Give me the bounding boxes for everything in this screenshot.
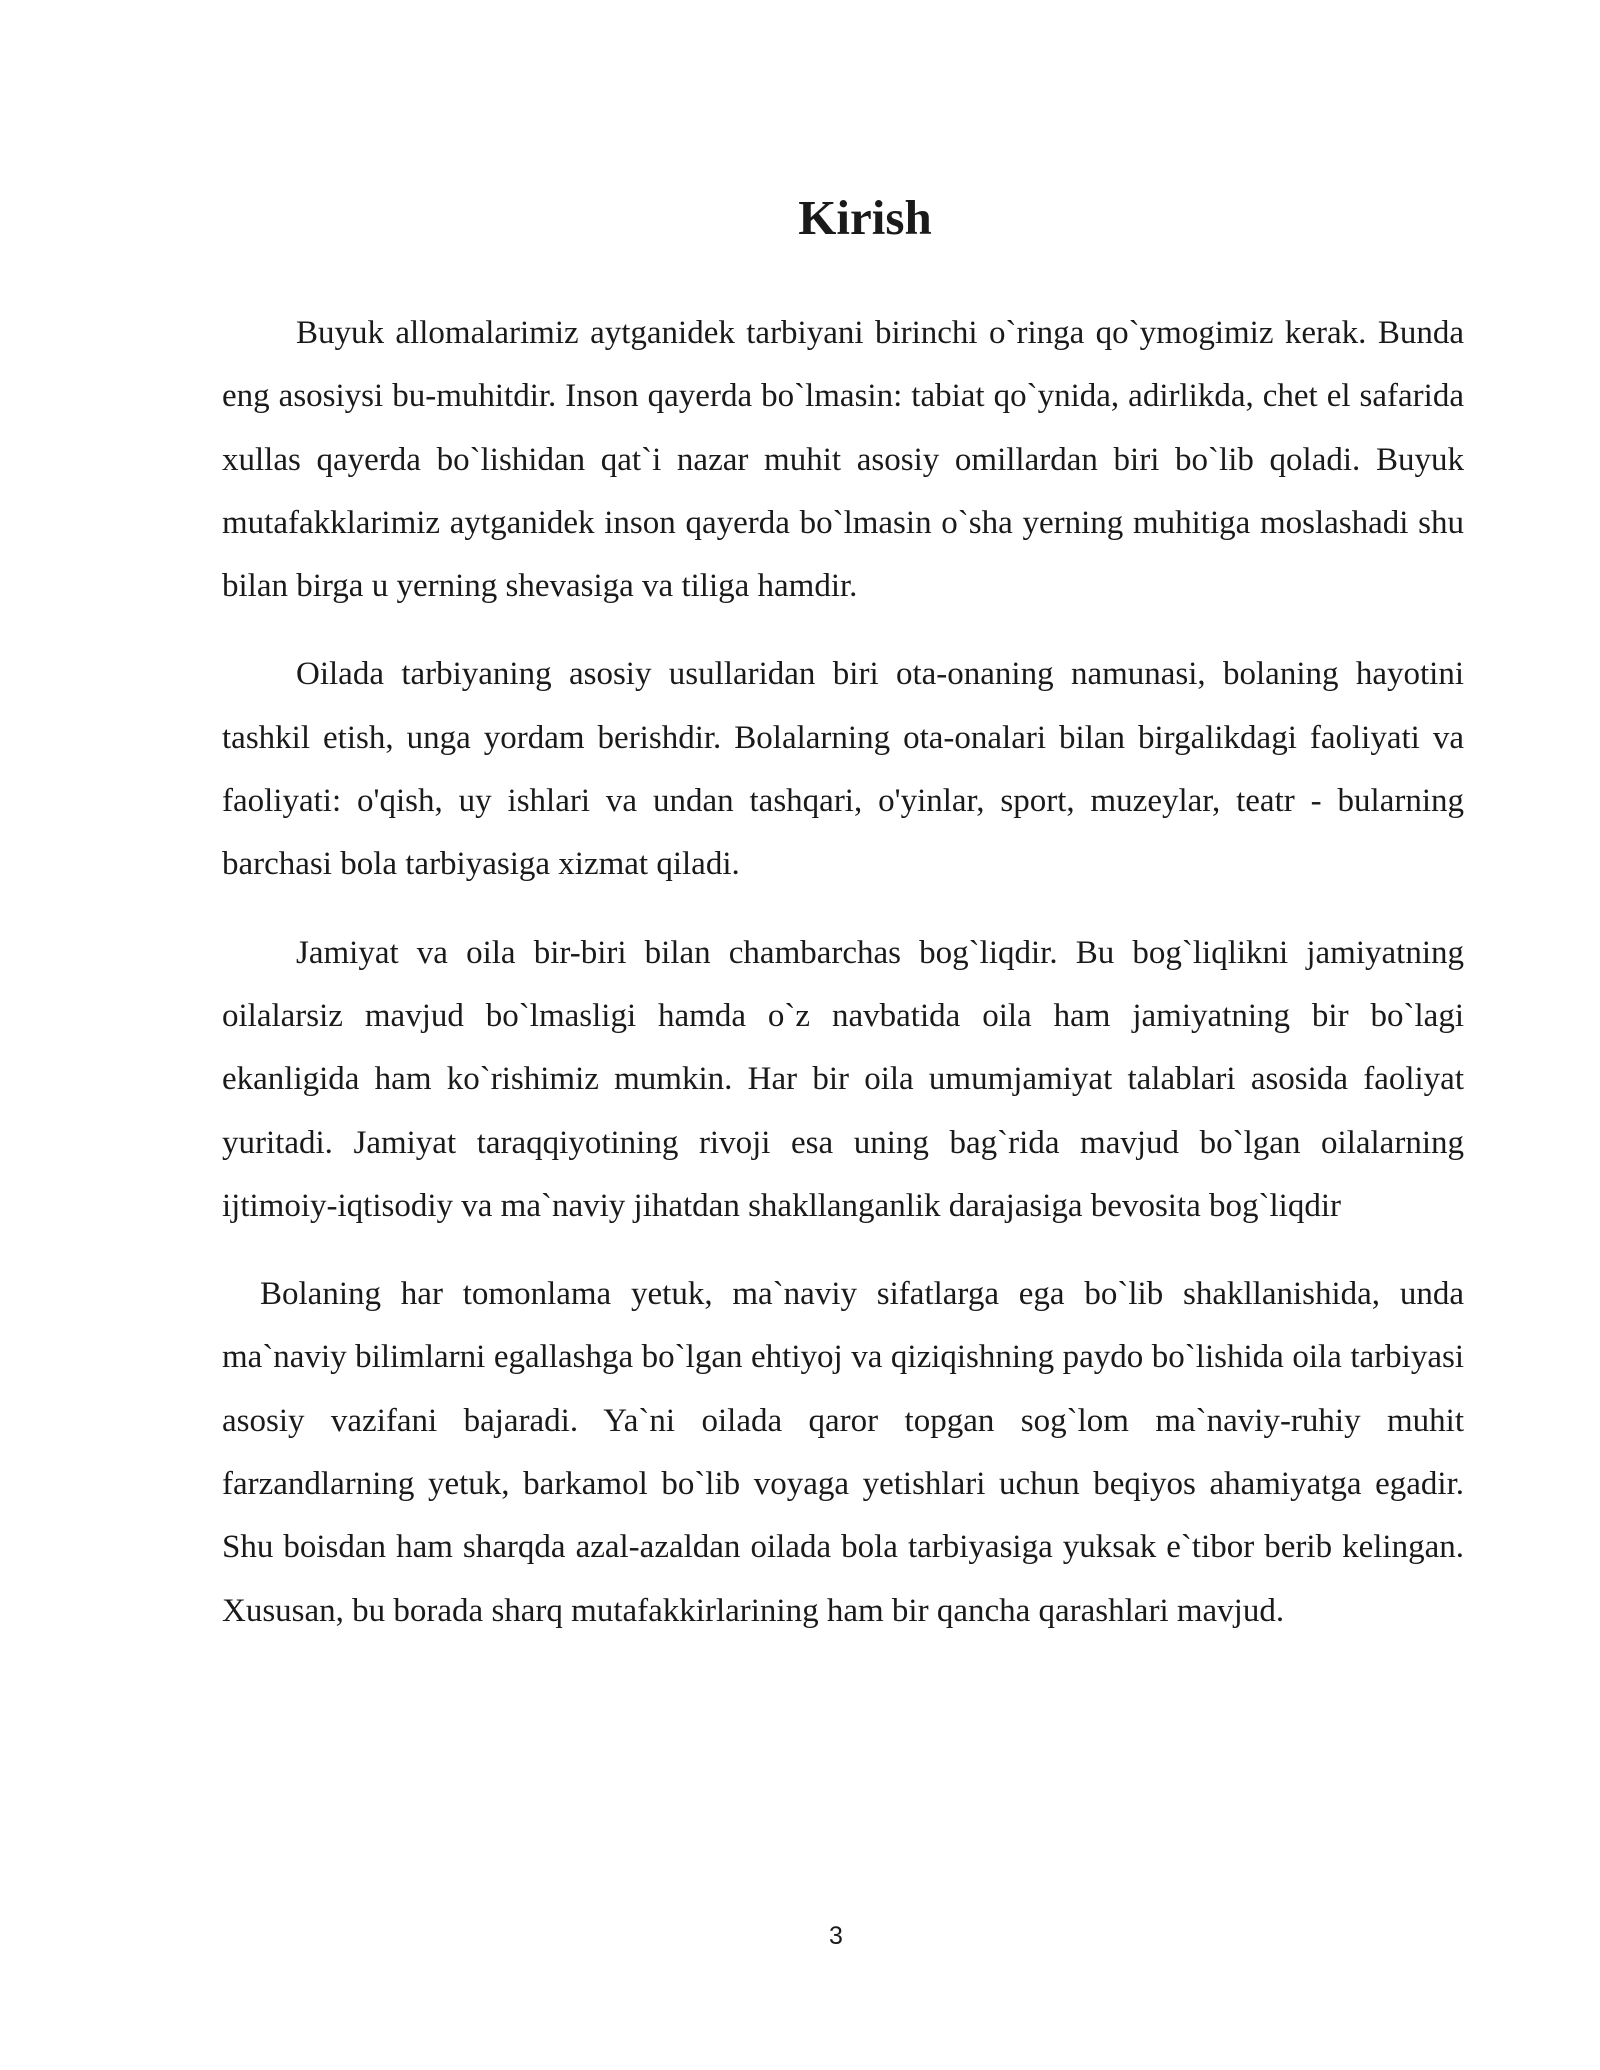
page-number: 3 [829, 1922, 843, 1950]
document-body [222, 302, 1464, 1668]
page-title: Kirish [798, 190, 932, 245]
paragraph-3: Jamiyat va oila bir-biri bilan chambarchas bog`liqdir. Bu bog`liqlikni jamiyatning oilalarsiz mavjud bo`lmasligi hamda o`z navbatida oila ham jamiyatning bir bo`lagi ekanligida ham ko`rishimiz mumkin. Har bir oila umumjamiyat talablari asosida faoliyat yuritadi. Jamiyat taraqqiyotining rivoji esa uning bag`rida mavjud bo`lgan oilalarning ijtimoiy-iqtisodiy va ma`naviy jihatdan shakllanganlik darajasiga bevosita bog`liqdir [222, 934, 1464, 1224]
paragraph-4: Bolaning har tomonlama yetuk, ma`naviy sifatlarga ega bo`lib shakllanishida, unda ma`naviy bilimlarni egallashga bo`lgan ehtiyoj va qiziqishning paydo bo`lishida oila tarbiyasi asosiy vazifani bajaradi. Ya`ni oilada qaror topgan sog`lom ma`naviy-ruhiy muhit farzandlarning yetuk, barkamol bo`lib voyaga yetishlari uchun beqiyos ahamiyatga egadir. Shu boisdan ham sharqda azal-azaldan oilada bola tarbiyasiga yuksak e`tibor berib kelingan. Xususan, bu borada sharq mutafakkirlarining ham bir qancha qarashlari mavjud. [222, 1276, 1464, 1629]
paragraph-1: Buyuk allomalarimiz aytganidek tarbiyani birinchi o`ringa qo`ymogimiz kerak. Bunda eng asosiysi bu-muhitdir. Inson qayerda bo`lmasin: tabiat qo`ynida, adirlikda, chet el safarida xullas qayerda bo`lishidan qat`i nazar muhit asosiy omillardan biri bo`lib qoladi. Buyuk mutafakklarimiz aytganidek inson qayerda bo`lmasin o`sha yerning muhitiga moslashadi shu bilan birga u yerning shevasiga va tiliga hamdir. [222, 315, 1464, 605]
paragraph-2: Oilada tarbiyaning asosiy usullaridan biri ota-onaning namunasi, bolaning hayotini tashkil etish, unga yordam berishdir. Bolalarning ota-onalari bilan birgalikdagi faoliyati va faoliyati: o'qish, uy ishlari va undan tashqari, o'yinlar, sport, muzeylar, teatr - bularning barchasi bola tarbiyasiga xizmat qiladi. [222, 656, 1464, 883]
